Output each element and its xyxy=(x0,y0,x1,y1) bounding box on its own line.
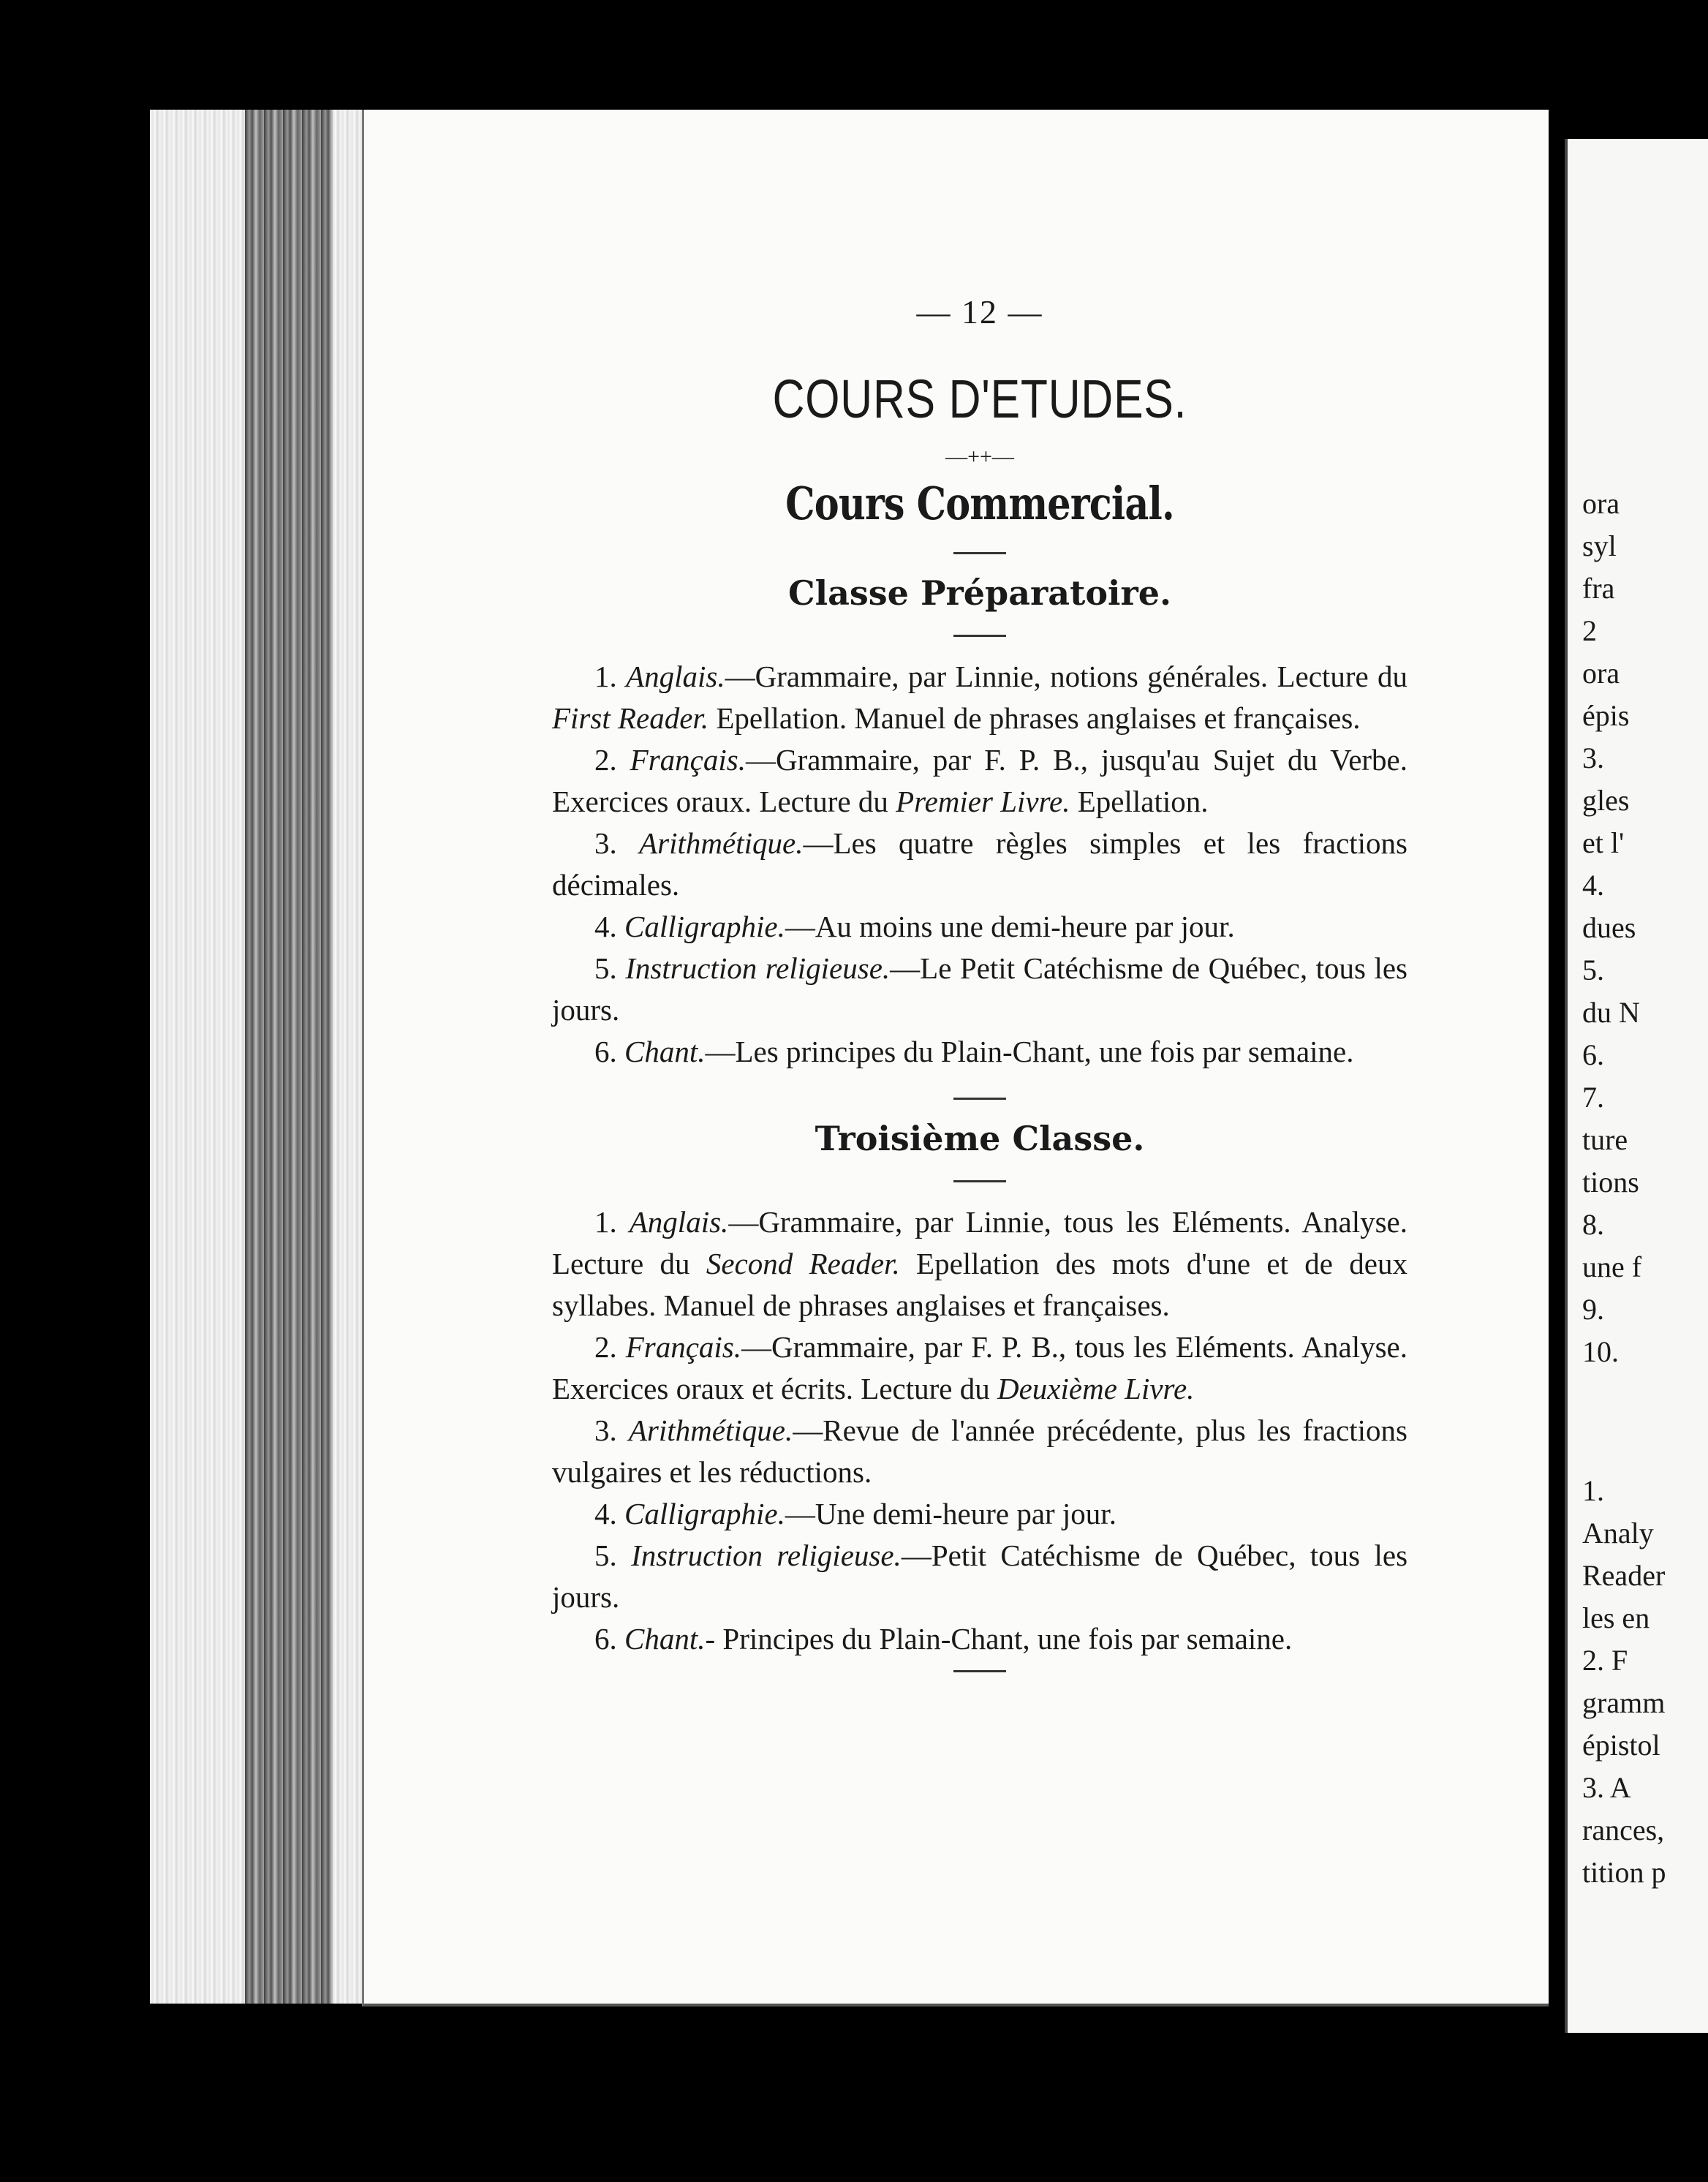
item-number: 5. xyxy=(594,951,626,985)
course-item xyxy=(552,1201,1407,1326)
item-italic-title: Premier Livre. xyxy=(896,785,1070,818)
item-text: —Le Petit Catéchisme de Québec, tous les jours. xyxy=(552,951,1408,1027)
item-text-rest: Epellation des mots d'une et de deux syllabes. Manuel de phrases anglaises et françaises. xyxy=(552,1247,1408,1322)
item-text: - Principes du Plain-Chant, une fois par semaine. xyxy=(705,1622,1293,1656)
right-page-line: ora xyxy=(1582,657,1620,690)
right-page-line: Reader xyxy=(1582,1559,1666,1592)
right-page-line: épis xyxy=(1582,699,1630,732)
right-page-line: fra xyxy=(1582,572,1615,605)
course-item xyxy=(552,1410,1407,1493)
right-page-line: gramm xyxy=(1582,1686,1666,1719)
item-text: —Petit Catéchisme de Québec, tous les jours. xyxy=(552,1539,1408,1614)
right-page-line: les en xyxy=(1582,1601,1650,1634)
item-text: —Au moins une demi-heure par jour. xyxy=(785,910,1235,943)
item-text: —Grammaire, par F. P. B., tous les Eléments. Analyse. Exercices oraux et écrits. Lecture du xyxy=(552,1330,1407,1405)
item-subject: Chant. xyxy=(624,1035,706,1068)
item-subject: Anglais. xyxy=(626,660,725,693)
right-page-line: épistol xyxy=(1582,1729,1660,1762)
course-item xyxy=(552,1618,1407,1660)
divider-rule xyxy=(953,1180,1006,1182)
item-text: —Revue de l'année précédente, plus les fractions vulgaires et les réductions. xyxy=(552,1413,1407,1489)
course-item xyxy=(552,1493,1407,1535)
right-page-line: ture xyxy=(1582,1123,1628,1156)
course-item xyxy=(552,656,1407,739)
section-heading: Troisième Classe. xyxy=(815,1119,1145,1158)
right-page-line: du N xyxy=(1582,996,1640,1029)
item-subject: Instruction religieuse. xyxy=(631,1539,902,1572)
item-subject: Calligraphie. xyxy=(624,1497,785,1530)
item-number: 1. xyxy=(594,660,627,693)
divider-rule xyxy=(953,635,1006,637)
item-number: 3. xyxy=(594,826,640,860)
right-page-line: 2. F xyxy=(1582,1644,1628,1677)
item-subject: Arithmétique. xyxy=(639,826,804,860)
item-italic-title: Deuxième Livre. xyxy=(997,1372,1195,1405)
right-page-line: 7. xyxy=(1582,1081,1604,1114)
item-number: 4. xyxy=(594,1497,624,1530)
course-item xyxy=(552,906,1407,948)
item-number: 6. xyxy=(594,1622,624,1656)
item-italic-title: First Reader. xyxy=(552,701,709,735)
right-page-line: 5. xyxy=(1582,954,1604,986)
item-text-rest: Epellation. xyxy=(1070,785,1209,818)
item-italic-title: Second Reader. xyxy=(706,1247,900,1280)
right-page-line: dues xyxy=(1582,911,1636,944)
page-title: COURS D'ETUDES. xyxy=(772,369,1187,429)
sections-container xyxy=(552,573,1407,1672)
item-number: 5. xyxy=(594,1539,632,1572)
item-text: —Grammaire, par Linnie, notions générales. Lecture du xyxy=(725,660,1407,693)
right-page-line: et l' xyxy=(1582,826,1625,859)
right-page-line: tition p xyxy=(1582,1856,1666,1889)
right-page-line: 2 xyxy=(1582,614,1597,647)
right-page-line: syl xyxy=(1582,529,1617,562)
right-page-fragment xyxy=(1565,139,1708,2033)
course-item xyxy=(552,739,1407,823)
right-page-line: 6. xyxy=(1582,1038,1604,1071)
page-number: — 12 — xyxy=(916,293,1043,331)
item-subject: Anglais. xyxy=(629,1205,729,1239)
divider-rule xyxy=(953,552,1006,554)
course-item xyxy=(552,948,1407,1031)
course-item xyxy=(552,1535,1407,1618)
item-subject: Arithmétique. xyxy=(628,1413,793,1447)
item-subject: Chant. xyxy=(624,1622,706,1656)
item-number: 4. xyxy=(594,910,624,943)
right-page-line: 3. A xyxy=(1582,1771,1631,1804)
item-subject: Calligraphie. xyxy=(624,910,785,943)
item-text: —Une demi-heure par jour. xyxy=(785,1497,1116,1530)
item-text: —Les principes du Plain-Chant, une fois par semaine. xyxy=(705,1035,1354,1068)
item-text-rest: Epellation. Manuel de phrases anglaises et françaises. xyxy=(708,701,1361,735)
page-content xyxy=(552,292,1407,1691)
right-page-line: 3. xyxy=(1582,741,1604,774)
right-page-line: 10. xyxy=(1582,1335,1619,1368)
divider-rule xyxy=(953,1098,1006,1100)
course-item xyxy=(552,1031,1407,1073)
item-number: 1. xyxy=(594,1205,630,1239)
item-number: 6. xyxy=(594,1035,624,1068)
right-page-line: 4. xyxy=(1582,869,1604,902)
item-text: —Grammaire, par F. P. B., jusqu'au Sujet du Verbe. Exercices oraux. Lecture du xyxy=(552,743,1408,818)
item-text: —Les quatre règles simples et les fractions décimales. xyxy=(552,826,1408,902)
item-subject: Français. xyxy=(630,743,746,777)
divider-rule xyxy=(953,1670,1006,1672)
section-heading: Classe Préparatoire. xyxy=(788,573,1171,613)
right-page-line: 1. xyxy=(1582,1474,1604,1507)
item-number: 2. xyxy=(594,743,630,777)
right-page-line: Analy xyxy=(1582,1517,1654,1549)
right-page-line: gles xyxy=(1582,784,1630,817)
item-subject: Français. xyxy=(625,1330,741,1364)
right-page-line: 9. xyxy=(1582,1293,1604,1326)
book-binding-shadow xyxy=(245,110,333,2004)
right-page-line: rances, xyxy=(1582,1813,1665,1846)
course-item xyxy=(552,823,1407,906)
right-page-line: une f xyxy=(1582,1250,1642,1283)
right-page-line: 8. xyxy=(1582,1208,1604,1241)
item-number: 3. xyxy=(594,1413,629,1447)
item-number: 2. xyxy=(594,1330,626,1364)
course-item xyxy=(552,1326,1407,1410)
title-ornament: —++— xyxy=(945,445,1014,469)
right-page-line: ora xyxy=(1582,487,1620,520)
course-subtitle: Cours Commercial. xyxy=(785,477,1174,530)
item-subject: Instruction religieuse. xyxy=(625,951,891,985)
item-text: —Grammaire, par Linnie, tous les Eléments. Analyse. Lecture du xyxy=(552,1205,1407,1280)
right-page-line: tions xyxy=(1582,1166,1639,1198)
